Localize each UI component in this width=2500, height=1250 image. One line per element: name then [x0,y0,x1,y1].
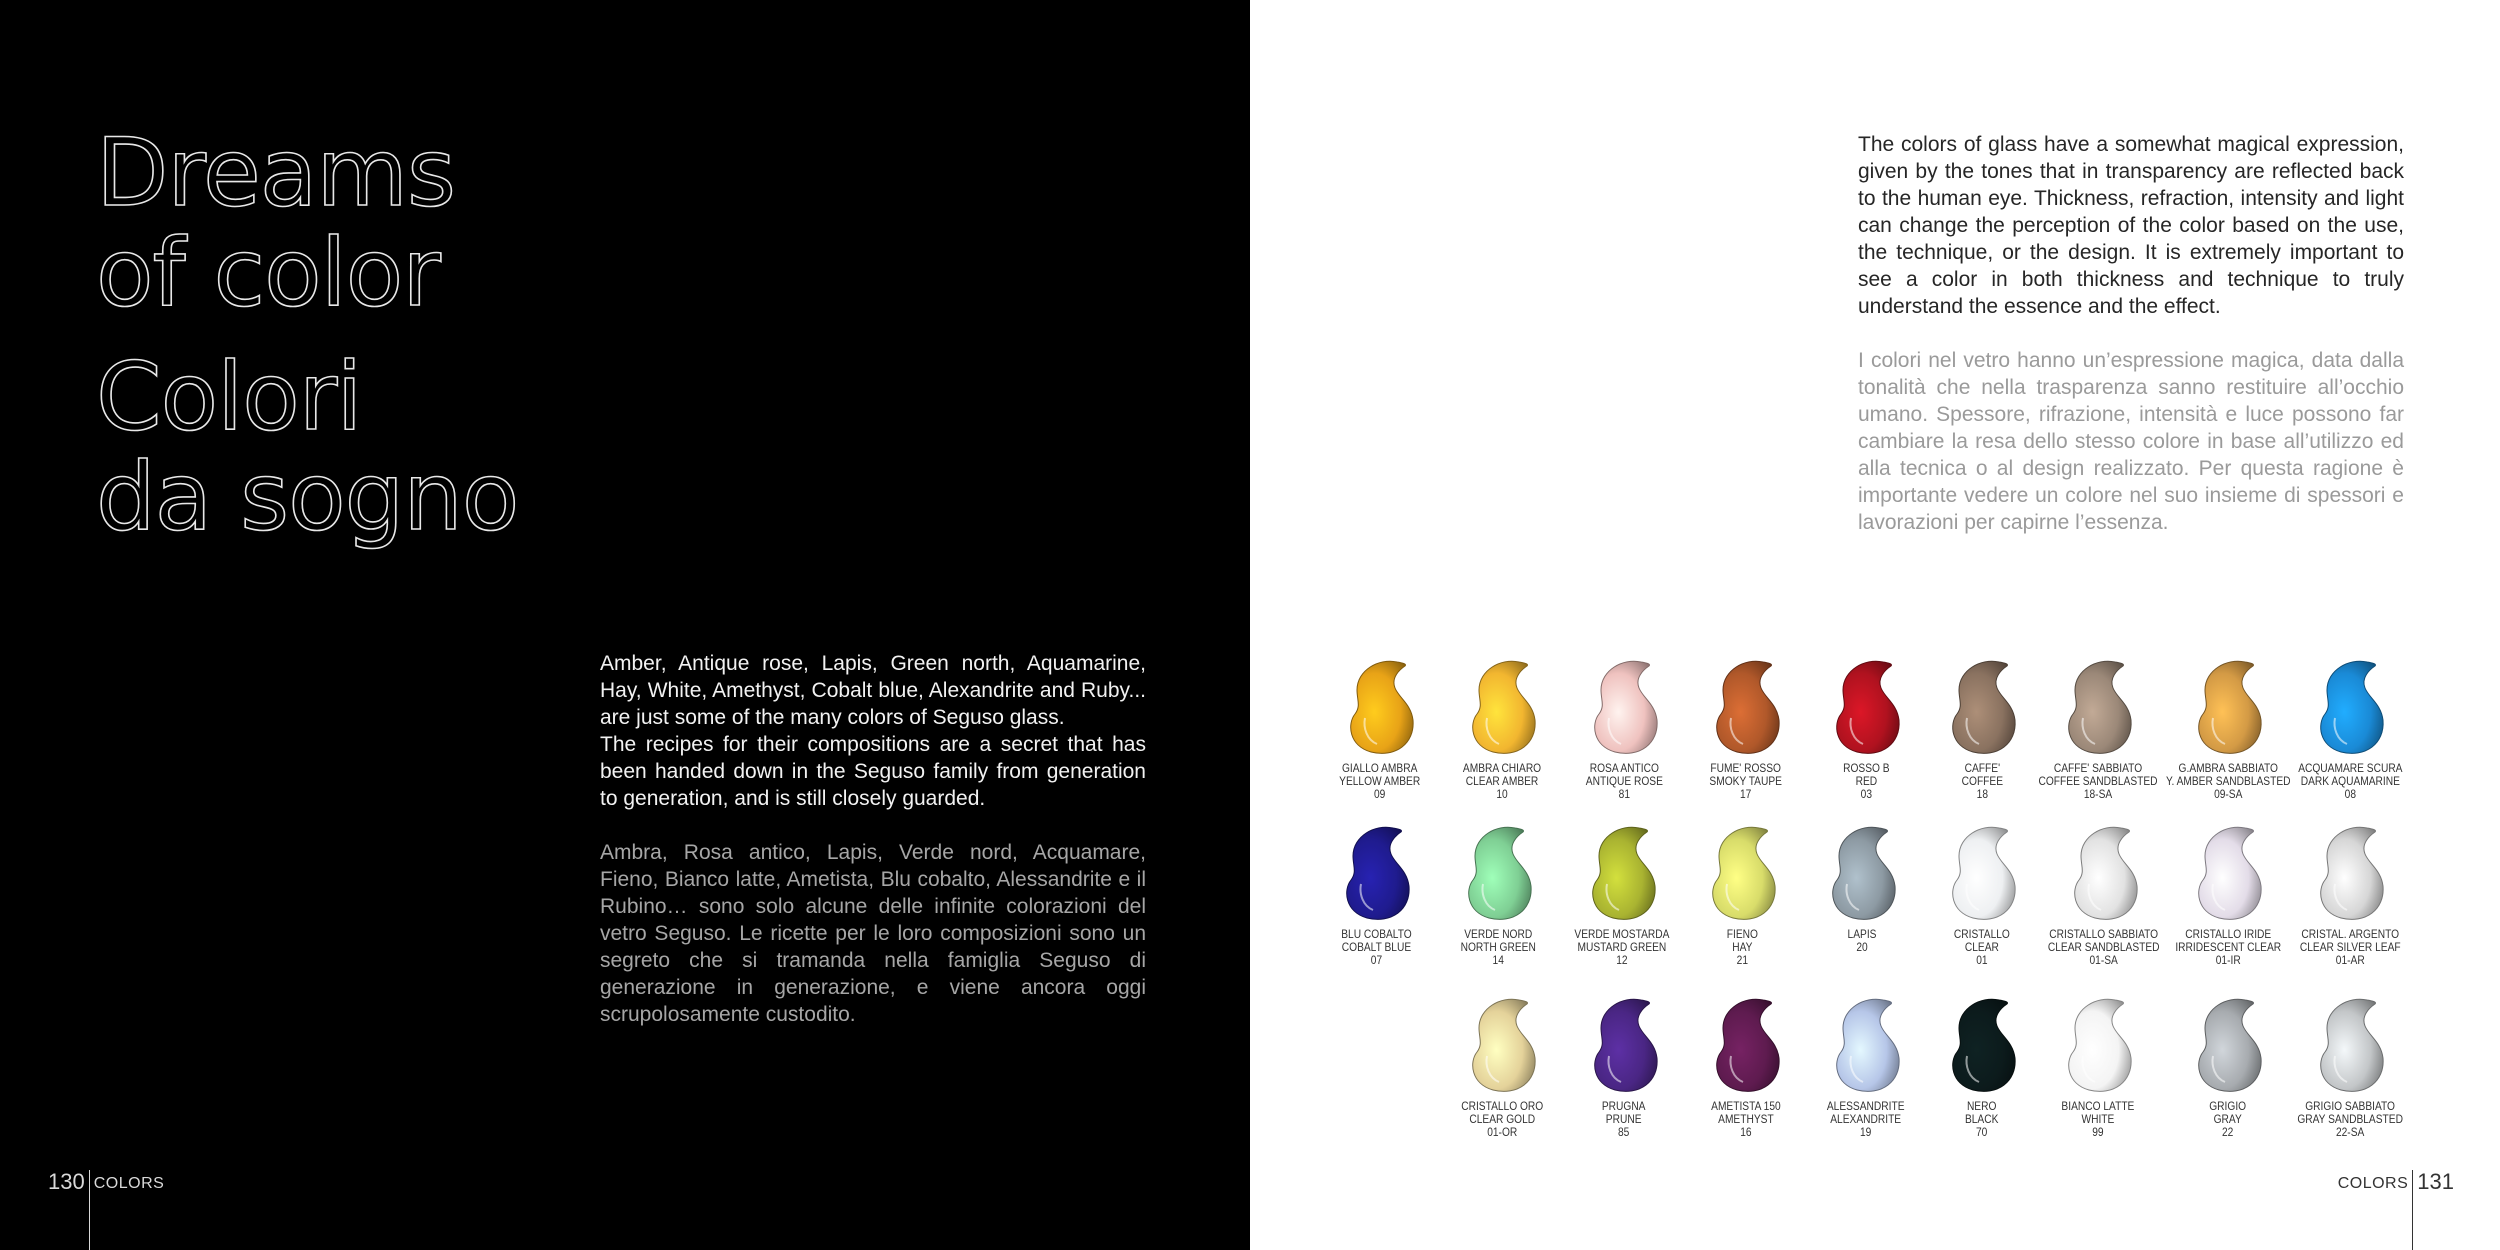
glass-drop-icon [1821,656,1911,760]
glass-drop-icon [1937,656,2027,760]
swatch-label [1463,762,1541,801]
glass-drop-shape [1595,661,1657,753]
glass-drop-icon [1821,994,1911,1098]
glass-drop-shape [1953,661,2015,753]
swatch-label-italian: AMBRA CHIARO [1462,761,1542,775]
title-line: da sogno [96,443,519,552]
color-swatch [1684,994,1808,1139]
glass-drop-shape [1351,661,1413,753]
swatch-label-english: AMETHYST [1718,1112,1774,1126]
glass-drop-icon [1579,994,1669,1098]
glass-drop-icon [1701,994,1791,1098]
swatch-label-italian: FIENO [1726,927,1758,941]
glass-drop-shape [1347,827,1409,919]
paragraph: The recipes for their compositions are a secret that has been handed down in the Seguso family from generation to generation, and is still closely guarded. [600,733,1146,810]
color-swatch [1684,656,1808,801]
swatch-label-italian: BIANCO LATTE [2061,1099,2135,1113]
swatch-label-code: 70 [1976,1125,1988,1139]
color-swatch [2036,994,2160,1139]
swatch-label [1574,928,1669,967]
swatch-label-english: CLEAR SILVER LEAF [2299,940,2401,954]
swatch-label-english: COFFEE [1961,774,2003,788]
swatch-label-code: 01 [1976,953,1988,967]
swatch-label-english: GRAY SANDBLASTED [2297,1112,2403,1126]
swatch-label-italian: G.AMBRA SABBIATO [2178,761,2278,775]
intro-text [600,650,1146,1028]
glass-drop-shape [1953,999,2015,1091]
swatch-label-code: 17 [1740,787,1752,801]
color-swatch [2166,994,2290,1139]
glass-drop-icon [1335,656,1425,760]
color-swatch [2288,822,2412,967]
swatch-label-italian: GIALLO AMBRA [1342,761,1418,775]
color-swatch [1920,994,2044,1139]
swatch-label-english: ANTIQUE ROSE [1585,774,1663,788]
glass-drop-icon [1937,822,2027,926]
swatch-label [1602,1100,1646,1139]
glass-drop-shape [2199,661,2261,753]
swatch-label-code: 81 [1618,787,1630,801]
swatch-label-code: 01-OR [1486,1125,1518,1139]
swatch-label [1965,1100,1998,1139]
glass-drop-shape [1953,827,2015,919]
swatch-label-italian: NERO [1967,1099,1997,1113]
swatch-label-code: 08 [2344,787,2356,801]
swatch-label [1461,1100,1543,1139]
swatch-label-english: RED [1855,774,1877,788]
swatch-label-code: 09 [1374,787,1386,801]
swatch-label-english: YELLOW AMBER [1339,774,1421,788]
color-swatch [2166,822,2290,967]
swatch-label [1339,762,1420,801]
swatch-label-italian: LAPIS [1847,927,1877,941]
swatch-label-code: 18-SA [2083,787,2113,801]
color-swatch [1318,656,1442,801]
color-swatch [2166,656,2290,801]
swatch-label-italian: VERDE NORD [1463,927,1532,941]
color-swatch [1314,822,1438,967]
swatch-label-code: 01-AR [2335,953,2365,967]
glass-drop-icon [2305,994,2395,1098]
swatch-label-code: 14 [1492,953,1504,967]
swatch-label-english: CLEAR SANDBLASTED [2048,940,2160,954]
color-swatch [1804,994,1928,1139]
swatch-label [1954,928,2010,967]
color-swatch [1560,822,1684,967]
swatch-label-italian: CRISTAL. ARGENTO [2301,927,2399,941]
swatch-label [1961,762,2002,801]
swatch-label-italian: ROSA ANTICO [1589,761,1659,775]
glass-drop-shape [2075,827,2137,919]
glass-drop-shape [1837,999,1899,1091]
glass-drop-icon [1579,656,1669,760]
swatch-label-english: WHITE [2081,1112,2115,1126]
swatch-label [2048,928,2160,967]
glass-drop-icon [2053,994,2143,1098]
swatch-label-code: 99 [2092,1125,2104,1139]
swatch-label-code: 07 [1370,953,1382,967]
title-line: Dreams [96,119,455,228]
glass-drop-shape [1717,661,1779,753]
swatch-label-italian: GRIGIO SABBIATO [2305,1099,2395,1113]
swatch-label-code: 19 [1860,1125,1872,1139]
glass-drop-shape [2069,999,2131,1091]
paragraph: Amber, Antique rose, Lapis, Green north, Aquamarine, Hay, White, Amethyst, Cobalt blue, Alexandrite and Ruby... are just some of the many colors of Seguso glass. [600,652,1146,729]
glass-drop-icon [2305,656,2395,760]
swatch-label-italian: CRISTALLO SABBIATO [2049,927,2159,941]
glass-drop-icon [1697,822,1787,926]
glass-drop-icon [2059,822,2149,926]
swatch-label [2175,928,2281,967]
swatch-label-italian: PRUGNA [1602,1099,1646,1113]
folio-divider [89,1170,90,1250]
swatch-label-english: PRUNE [1606,1112,1642,1126]
swatch-label-italian: ACQUAMARE SCURA [2297,761,2403,775]
swatch-label [2297,1100,2403,1139]
intro-italian: Ambra, Rosa antico, Lapis, Verde nord, Acquamare, Fieno, Bianco latte, Ametista, Blu cobalto, Alessandrite e il Rubino… sono solo alcune delle infinite colorazioni del vetro Seguso. Le ricette per le loro composizioni sono un segreto che si tramanda nella famiglia Seguso di generazione in generazione, e viene ancora oggi scrupolosamente custodito. [600,841,1146,1026]
title-line: Colori [96,343,362,452]
swatch-label-code: 16 [1740,1125,1752,1139]
glass-drop-icon [1817,822,1907,926]
folio-divider [2412,1170,2413,1250]
section-label: COLORS [93,1175,165,1192]
glass-drop-shape [1713,827,1775,919]
swatch-label-italian: CAFFE' [1964,761,2000,775]
right-page [1250,0,2500,1250]
swatch-label-english: CLEAR GOLD [1469,1112,1535,1126]
description-english: The colors of glass have a somewhat magical expression, given by the tones that in transparency are reflected back to the human eye. Thickness, refraction, intensity and light can change the perception of the color based on the use, the technique, or the design. It is extremely important to see a color in both thickness and technique to truly understand the essence and the effect. [1858,133,2404,318]
glass-drop-icon [2305,822,2395,926]
glass-drop-shape [1837,661,1899,753]
swatch-label [2166,762,2291,801]
swatch-label [1726,928,1757,967]
swatch-label-italian: CRISTALLO IRIDE [2185,927,2271,941]
glass-drop-icon [1331,822,1421,926]
intro-english [600,650,1146,812]
swatch-label-english: CLEAR AMBER [1465,774,1539,788]
swatch-label-english: HAY [1731,940,1753,954]
glass-drop-shape [1833,827,1895,919]
title-italian [96,343,519,552]
swatch-label-english: COFFEE SANDBLASTED [2038,774,2158,788]
swatch-label-code: 03 [1860,787,1872,801]
glass-drop-icon [1457,656,1547,760]
glass-drop-icon [1937,994,2027,1098]
glass-drop-icon [1577,822,1667,926]
description-italian: I colori nel vetro hanno un’espressione magica, data dalla tonalità che nella trasparenza sanno restituire all’occhio umano. Spessore, rifrazione, intensità e luce possono far cambiare la resa dello stesso colore in base all’utilizzo ed alla tecnica o al design realizzato. Per questa ragione è importante vedere un colore nel suo insieme di spessori e lavorazioni per capirne l’essenza. [1858,349,2404,534]
glass-drop-icon [1453,822,1543,926]
swatch-label-code: 01-SA [2089,953,2119,967]
page-number: 130 [48,1169,85,1194]
swatch-label-code: 09-SA [2213,787,2243,801]
glass-drop-shape [2321,999,2383,1091]
color-swatch [1440,994,1564,1139]
swatch-label-english: MUSTARD GREEN [1577,940,1667,954]
title-line: of color [96,219,440,328]
swatch-label-english: BLACK [1965,1112,1999,1126]
color-swatch-grid [1250,0,2500,1250]
swatch-label [2062,1100,2135,1139]
swatch-label [1585,762,1662,801]
swatch-label-english: CLEAR [1964,940,1999,954]
swatch-label-english: NORTH GREEN [1460,940,1536,954]
swatch-label-code: 01-IR [2215,953,2241,967]
swatch-label-italian: FUME' ROSSO [1710,761,1782,775]
swatch-label [1710,762,1783,801]
glass-drop-shape [1717,999,1779,1091]
glass-drop-shape [1473,661,1535,753]
swatch-label [1848,928,1877,954]
glass-drop-icon [1701,656,1791,760]
glass-drop-shape [1593,827,1655,919]
swatch-label [1341,928,1411,967]
swatch-label-code: 20 [1856,940,1868,954]
color-swatch [1440,656,1564,801]
swatch-label-code: 18 [1976,787,1988,801]
glass-drop-shape [2321,661,2383,753]
color-swatch [1800,822,1924,954]
swatch-label-italian: AMETISTA 150 [1711,1099,1781,1113]
swatch-label [2210,1100,2247,1139]
swatch-label-italian: GRIGIO [2209,1099,2247,1113]
swatch-label [1843,762,1889,801]
swatch-label [2038,762,2157,801]
swatch-label-code: 22-SA [2335,1125,2365,1139]
page-number: 131 [2417,1169,2454,1194]
glass-drop-shape [2069,661,2131,753]
section-label: COLORS [2337,1175,2409,1192]
swatch-label-code: 10 [1496,787,1508,801]
swatch-label-italian: CAFFE' SABBIATO [2053,761,2143,775]
swatch-label-italian: ROSSO B [1842,761,1890,775]
glass-drop-shape [1473,999,1535,1091]
color-swatch [1562,656,1686,801]
swatch-label-english: COBALT BLUE [1341,940,1411,954]
glass-drop-icon [2183,994,2273,1098]
color-swatch [2288,656,2412,801]
swatch-label-code: 12 [1616,953,1628,967]
color-swatch [1920,822,2044,967]
glass-drop-shape [2321,827,2383,919]
swatch-label-english: IRRIDESCENT CLEAR [2175,940,2281,954]
glass-drop-icon [1457,994,1547,1098]
swatch-label-italian: CRISTALLO ORO [1461,1099,1543,1113]
color-swatch [2042,822,2166,967]
glass-drop-icon [2183,656,2273,760]
color-swatch [2036,656,2160,801]
title-english [96,119,455,328]
swatch-label-english: SMOKY TAUPE [1709,774,1783,788]
swatch-label-english: Y. AMBER SANDBLASTED [2165,774,2291,788]
swatch-label [1460,928,1535,967]
swatch-label [2298,762,2402,801]
color-swatch [1804,656,1928,801]
swatch-label [2300,928,2401,967]
color-swatch [2288,994,2412,1139]
swatch-label [1827,1100,1905,1139]
swatch-label-english: ALEXANDRITE [1830,1112,1902,1126]
swatch-label-italian: BLU COBALTO [1340,927,1412,941]
glass-drop-shape [2199,999,2261,1091]
swatch-label [1711,1100,1781,1139]
glass-drop-shape [1595,999,1657,1091]
swatch-label-code: 22 [2222,1125,2234,1139]
swatch-label-italian: VERDE MOSTARDA [1574,927,1670,941]
color-swatch [1680,822,1804,967]
swatch-label-code: 21 [1736,953,1748,967]
swatch-label-english: DARK AQUAMARINE [2300,774,2400,788]
swatch-label-code: 85 [1618,1125,1630,1139]
glass-drop-icon [2183,822,2273,926]
color-swatch [1436,822,1560,967]
color-swatch [1920,656,2044,801]
glass-drop-icon [2053,656,2143,760]
folio-right [2338,1170,2454,1226]
folio-left [48,1170,164,1226]
swatch-label-italian: CRISTALLO [1954,927,2010,941]
color-swatch [1562,994,1686,1139]
swatch-label-english: GRAY [2213,1112,2243,1126]
glass-drop-shape [2199,827,2261,919]
glass-drop-shape [1469,827,1531,919]
swatch-label-italian: ALESSANDRITE [1827,1099,1905,1113]
